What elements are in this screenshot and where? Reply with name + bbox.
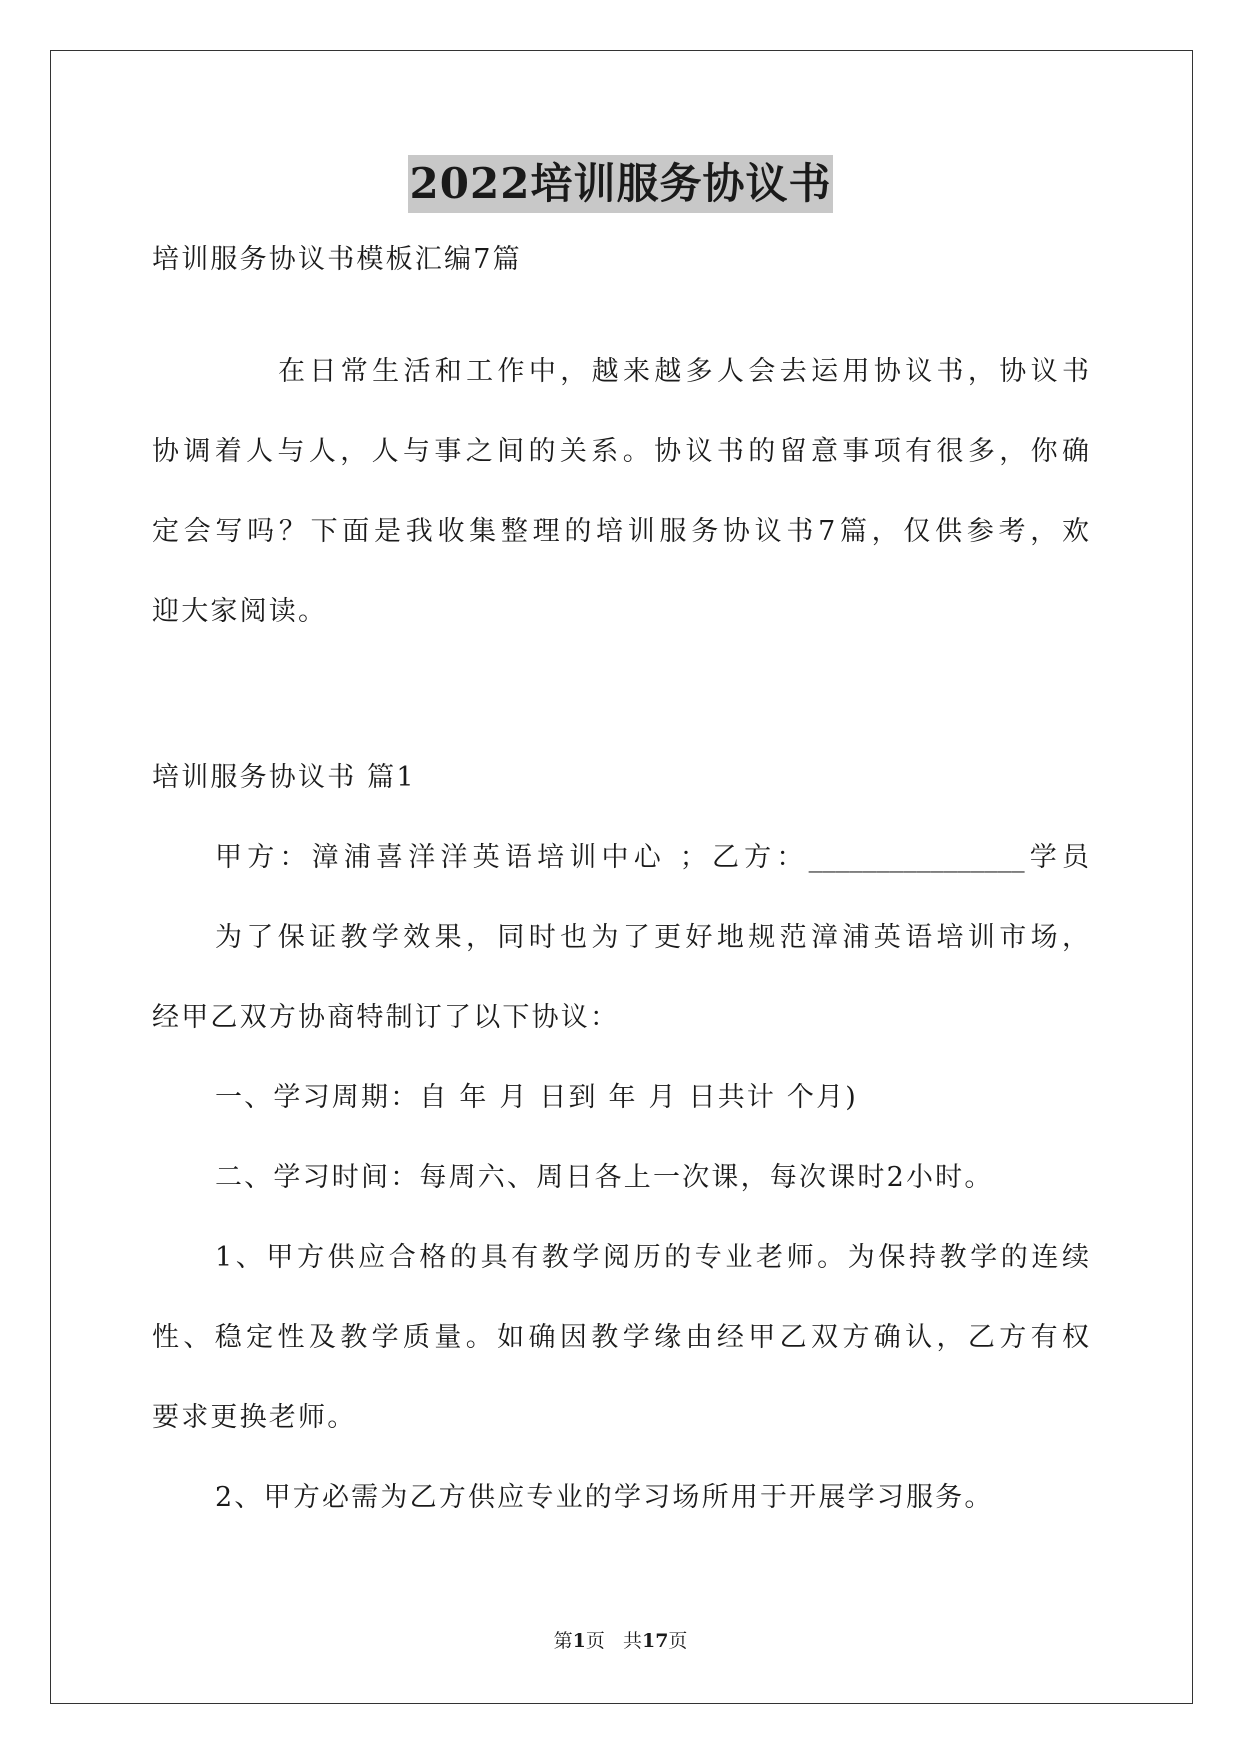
intro-line-3: 定会写吗？下面是我收集整理的培训服务协议书7篇，仅供参考，欢 — [152, 516, 1089, 547]
item2-line: 2、甲方必需为乙方供应专业的学习场所用于开展学习服务。 — [215, 1482, 994, 1513]
item1-line-3: 要求更换老师。 — [152, 1402, 357, 1433]
page-label-prefix: 第 — [553, 1630, 573, 1652]
page-label-suffix: 页 — [585, 1630, 605, 1652]
purpose-line-1: 为了保证教学效果，同时也为了更好地规范漳浦英语培训市场， — [215, 922, 1089, 953]
item1-line-2: 性、稳定性及教学质量。如确因教学缘由经甲乙双方确认，乙方有权 — [152, 1322, 1089, 1353]
intro-line-1: 在日常生活和工作中，越来越多人会去运用协议书，协议书 — [278, 356, 1089, 387]
section-heading: 培训服务协议书 篇1 — [152, 762, 416, 793]
total-suffix: 页 — [668, 1630, 688, 1652]
total-pages: 17 — [641, 1630, 669, 1652]
title-container — [0, 155, 1241, 213]
parties-line: 甲方：漳浦喜洋洋英语培训中心 ；乙方：________________学员 — [215, 842, 1089, 873]
document-subtitle: 培训服务协议书模板汇编7篇 — [152, 244, 522, 275]
page-number: 1 — [572, 1630, 586, 1652]
total-prefix: 共 — [622, 1630, 642, 1652]
page-footer — [0, 1628, 1241, 1654]
purpose-line-2: 经甲乙双方协商特制订了以下协议： — [152, 1002, 620, 1033]
period-line: 一、学习周期：自 年 月 日到 年 月 日共计 个月) — [215, 1082, 859, 1113]
intro-line-4: 迎大家阅读。 — [152, 596, 328, 627]
time-line: 二、学习时间：每周六、周日各上一次课，每次课时2小时。 — [215, 1162, 994, 1193]
document-title: 2022培训服务协议书 — [408, 155, 834, 213]
intro-line-2: 协调着人与人，人与事之间的关系。协议书的留意事项有很多，你确 — [152, 436, 1089, 467]
item1-line-1: 1、甲方供应合格的具有教学阅历的专业老师。为保持教学的连续 — [215, 1242, 1089, 1273]
